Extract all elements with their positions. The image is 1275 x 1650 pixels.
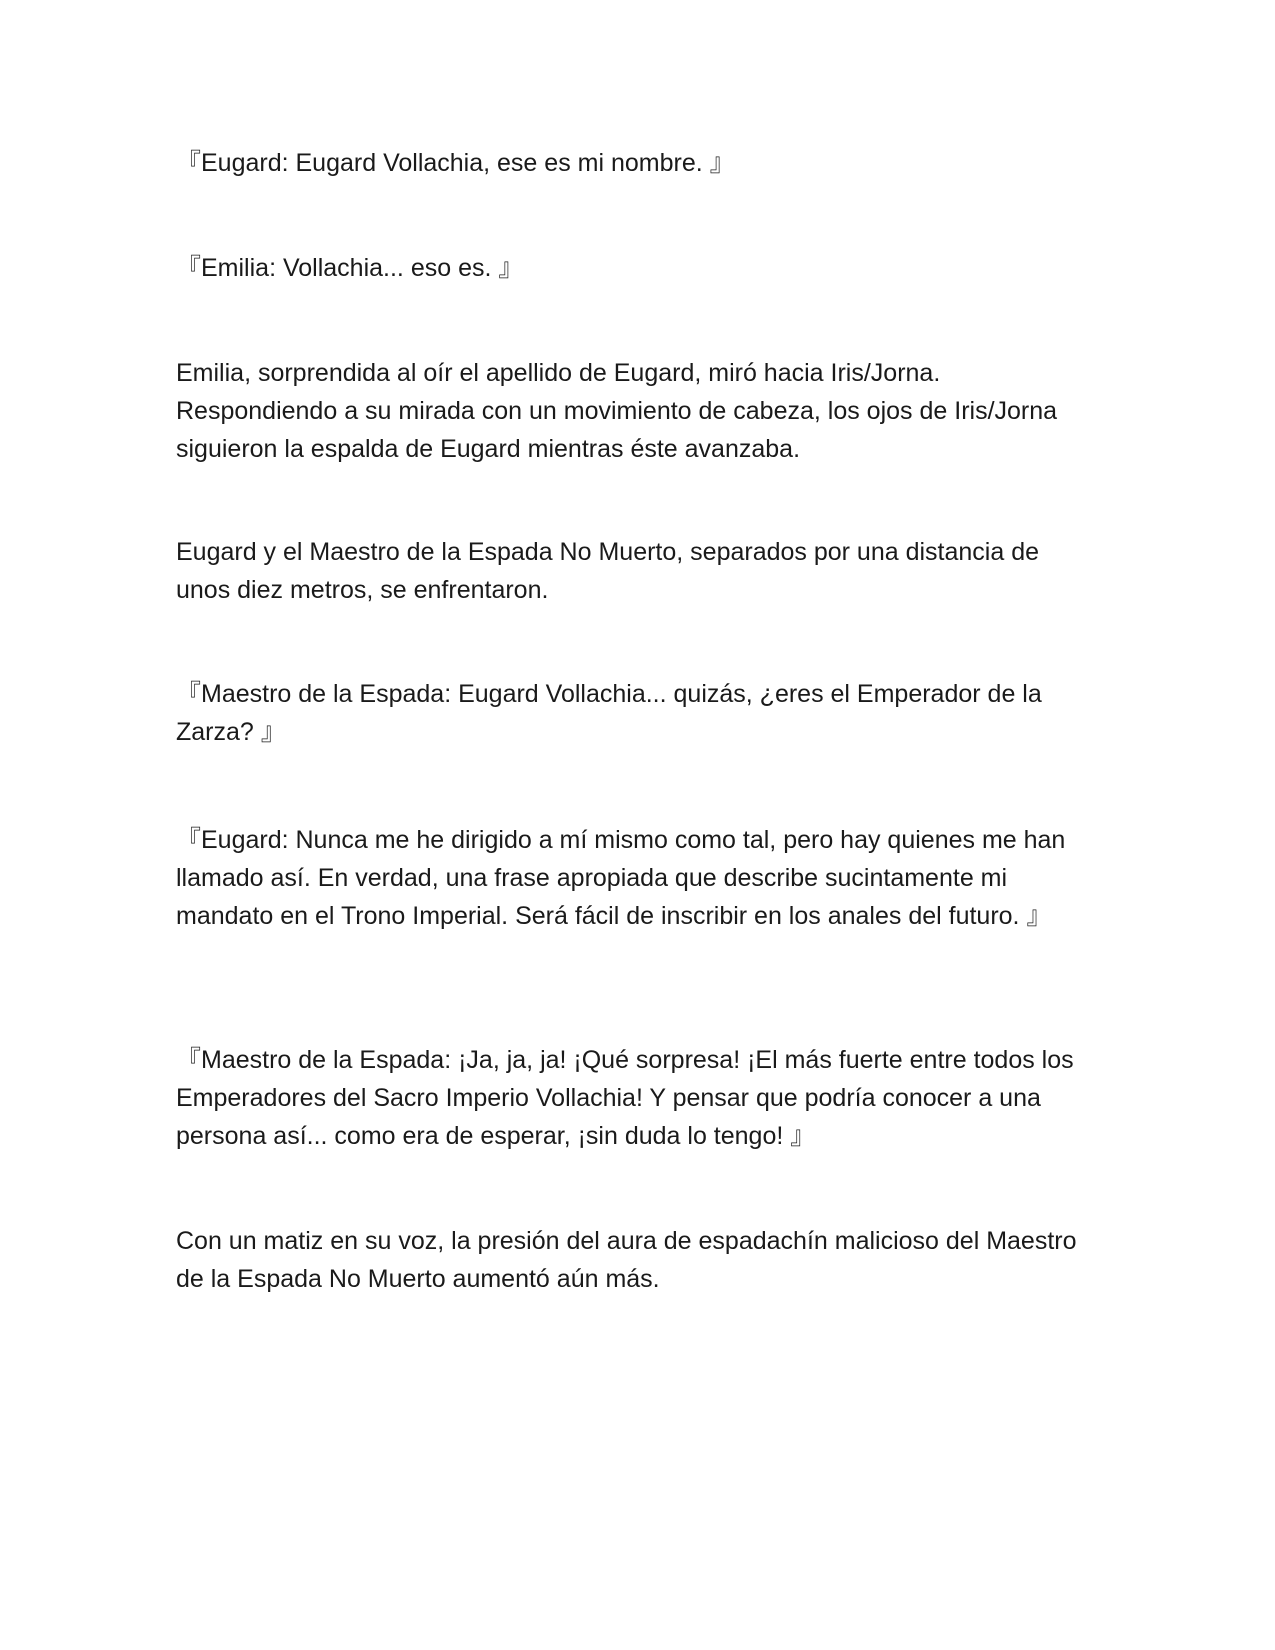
paragraph-text: Emilia, sorprendida al oír el apellido de Eugard, miró hacia Iris/Jorna. Respondiendo a su mirada con un movimiento de cabeza, los ojos de Iris/Jorna siguieron la espalda de Eugard mientras éste avanzaba. [176,359,1058,463]
dialogue-emilia-vollachia [176,249,1096,287]
narration-face-off [176,533,1096,609]
narration-emilia-surprised [176,354,1096,468]
dialogue-sword-master-laugh [176,1041,1096,1155]
paragraph-text: 『Eugard: Nunca me he dirigido a mí mismo como tal, pero hay quienes me han llamado así. En verdad, una frase apropiada que describe sucintamente mi mandato en el Trono Imperial. Será fácil de inscribir en los anales del futuro. 』 [176,826,1066,930]
paragraph-text: Eugard y el Maestro de la Espada No Muerto, separados por una distancia de unos diez metros, se enfrentaron. [176,538,1040,604]
paragraph-text: 『Eugard: Eugard Vollachia, ese es mi nombre. 』 [176,149,735,177]
paragraph-text: 『Maestro de la Espada: ¡Ja, ja, ja! ¡Qué sorpresa! ¡El más fuerte entre todos los Emperadores del Sacro Imperio Vollachia! Y pensar que podría conocer a una persona así... como era de esperar, ¡sin duda lo tengo! 』 [176,1046,1074,1150]
narration-aura-pressure [176,1222,1096,1298]
paragraph-text: 『Maestro de la Espada: Eugard Vollachia... quizás, ¿eres el Emperador de la Zarza? 』 [176,680,1042,746]
dialogue-sword-master-question [176,675,1096,751]
dialogue-eugard-reply [176,821,1096,935]
paragraph-text: Con un matiz en su voz, la presión del aura de espadachín malicioso del Maestro de la Espada No Muerto aumentó aún más. [176,1227,1077,1293]
paragraph-text: 『Emilia: Vollachia... eso es. 』 [176,254,524,282]
dialogue-eugard-name [176,144,1096,182]
